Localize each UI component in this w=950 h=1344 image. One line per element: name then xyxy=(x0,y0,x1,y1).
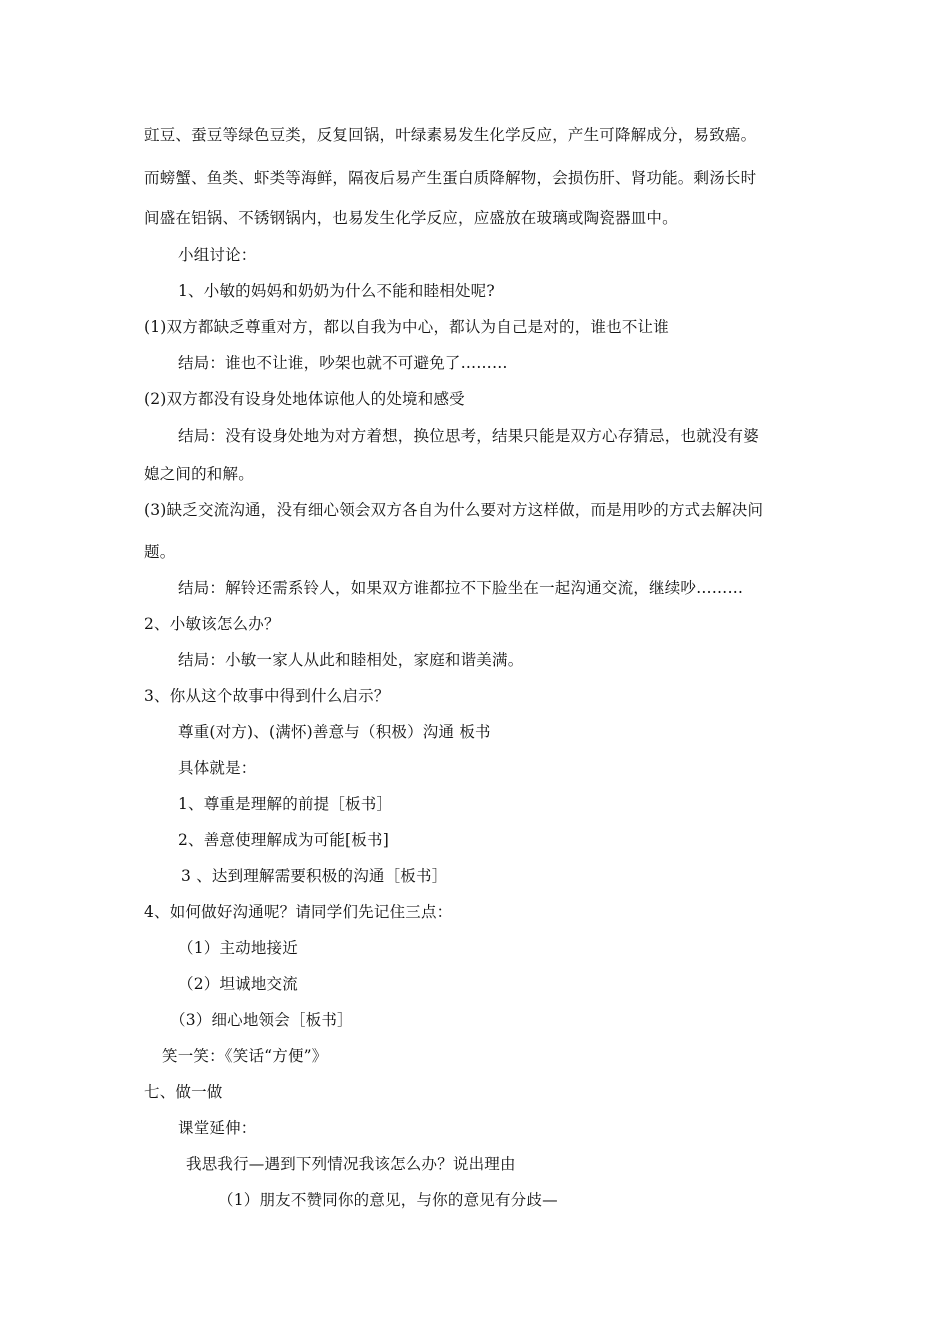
text-line-2: 而螃蟹、鱼类、虾类等海鲜，隔夜后易产生蛋白质降解物，会损伤肝、肾功能。剩汤长时 xyxy=(144,169,757,187)
text-line-16: 3、你从这个故事中得到什么启示？ xyxy=(144,687,390,705)
text-line-23: （1）主动地接近 xyxy=(178,939,298,957)
text-line-5: 1、小敏的妈妈和奶奶为什么不能和睦相处呢? xyxy=(178,282,495,300)
text-line-6: (1)双方都缺乏尊重对方，都以自我为中心，都认为自己是对的，谁也不让谁 xyxy=(144,318,669,336)
text-line-21: 3 、达到理解需要积极的沟通［板书］ xyxy=(181,867,448,885)
text-line-7: 结局：谁也不让谁，吵架也就不可避免了……… xyxy=(178,354,508,372)
text-line-30: （1）朋友不赞同你的意见，与你的意见有分歧— xyxy=(218,1191,558,1209)
text-line-14: 2、小敏该怎么办？ xyxy=(144,615,280,633)
text-line-19: 1、尊重是理解的前提［板书］ xyxy=(178,795,393,813)
text-line-15: 结局：小敏一家人从此和睦相处，家庭和谐美满。 xyxy=(178,651,524,669)
text-line-11: (3)缺乏交流沟通，没有细心领会双方各自为什么要对方这样做，而是用吵的方式去解决问 xyxy=(144,501,764,519)
text-line-26: 笑一笑：《笑话“方便”》 xyxy=(162,1047,328,1065)
text-line-28: 课堂延伸： xyxy=(178,1119,257,1137)
text-line-3: 间盛在铝锅、不锈钢锅内，也易发生化学反应，应盛放在玻璃或陶瓷器皿中。 xyxy=(144,209,678,227)
text-line-10: 媳之间的和解。 xyxy=(144,465,254,483)
text-line-12: 题。 xyxy=(144,543,176,561)
text-line-27: 七、做一做 xyxy=(144,1083,223,1101)
text-line-1: 豇豆、蚕豆等绿色豆类，反复回锅，叶绿素易发生化学反应，产生可降解成分，易致癌。 xyxy=(144,126,757,144)
text-line-18: 具体就是： xyxy=(178,759,257,777)
text-line-8: (2)双方都没有设身处地体谅他人的处境和感受 xyxy=(144,390,465,408)
text-line-25: （3）细心地领会［板书］ xyxy=(170,1011,353,1029)
text-line-9: 结局：没有设身处地为对方着想，换位思考，结果只能是双方心存猜忌，也就没有婆 xyxy=(178,427,759,445)
text-line-20: 2、善意使理解成为可能[板书] xyxy=(178,831,389,849)
text-line-22: 4、如何做好沟通呢？请同学们先记住三点： xyxy=(144,903,453,921)
text-line-13: 结局：解铃还需系铃人，如果双方谁都拉不下脸坐在一起沟通交流，继续吵……… xyxy=(178,579,744,597)
text-line-29: 我思我行—遇到下列情况我该怎么办？说出理由 xyxy=(186,1155,516,1173)
text-line-4: 小组讨论： xyxy=(178,246,257,264)
text-line-24: （2）坦诚地交流 xyxy=(178,975,298,993)
text-line-17: 尊重(对方)、(满怀)善意与（积极）沟通 板书 xyxy=(178,723,491,741)
